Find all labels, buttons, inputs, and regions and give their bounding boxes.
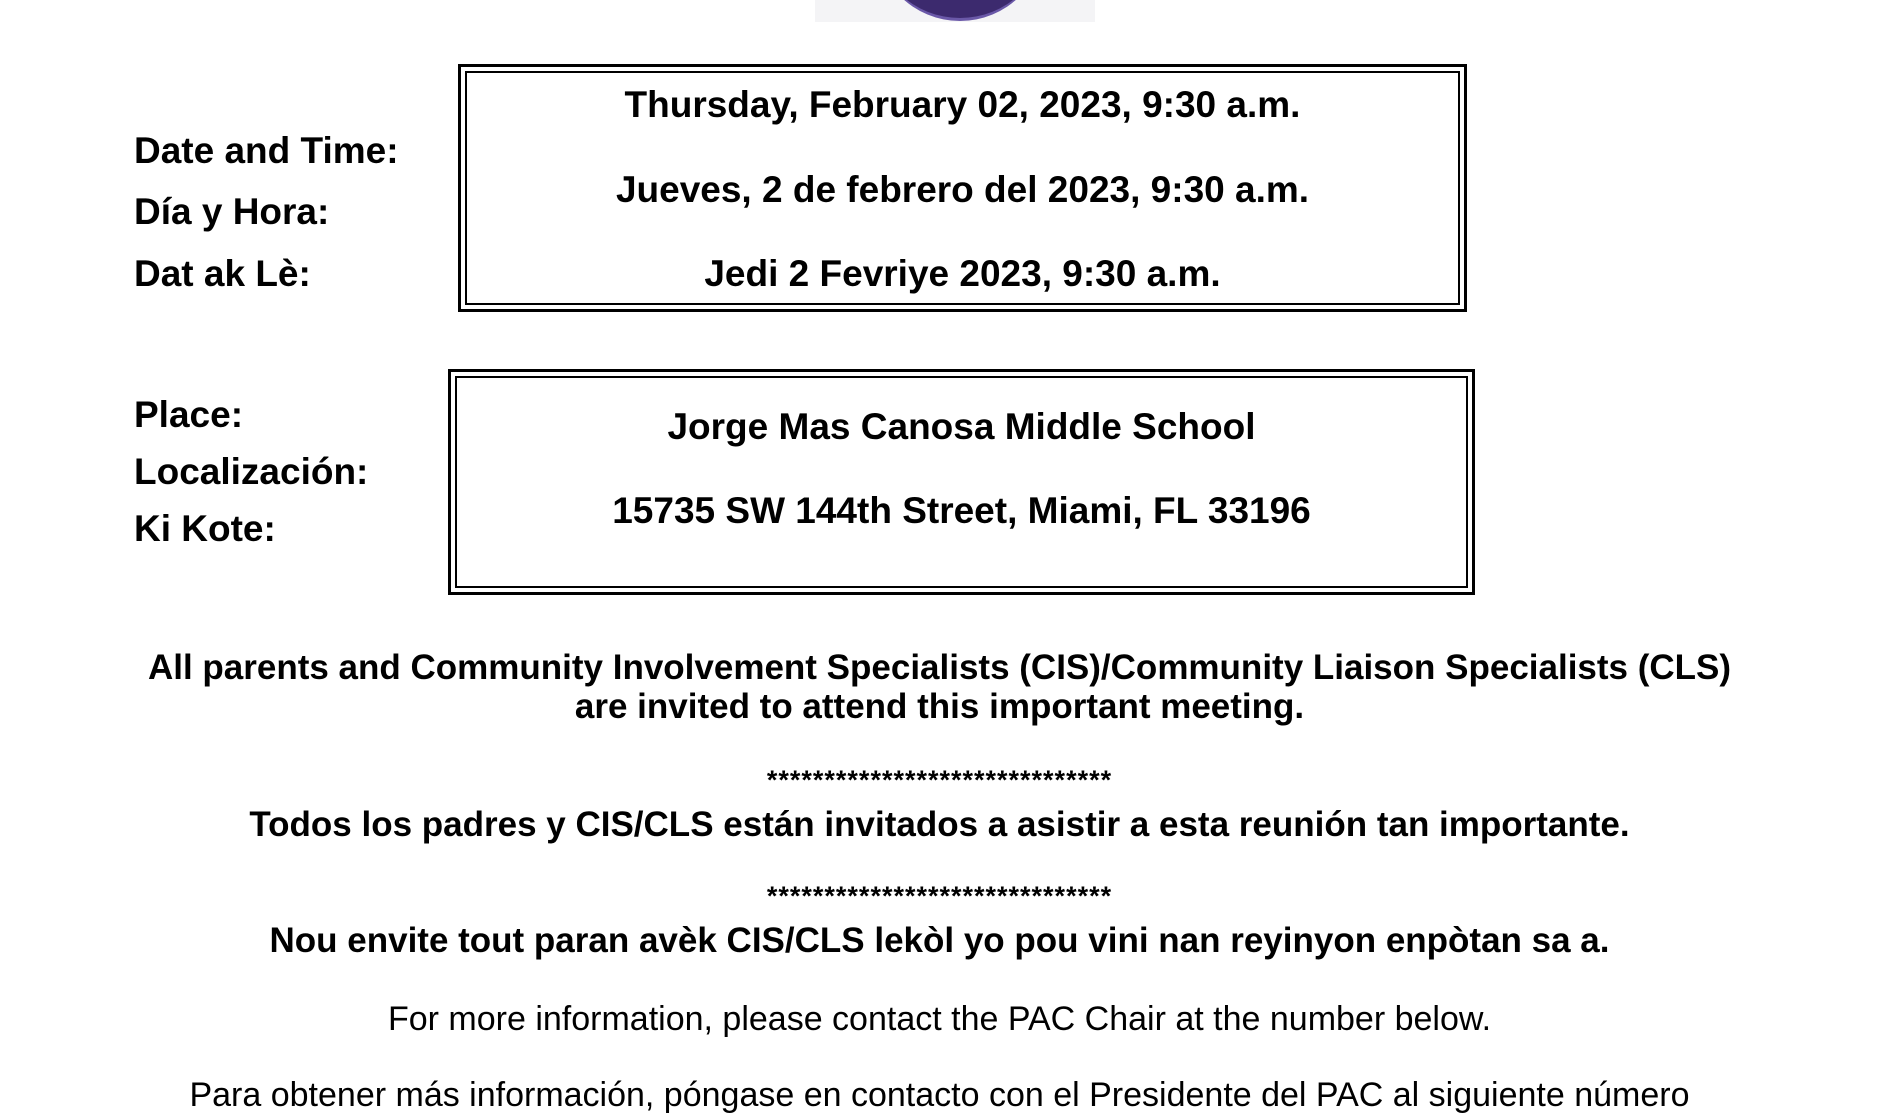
dia-hora-label: Día y Hora:	[134, 191, 330, 232]
contact-english: For more information, please contact the PAC Chair at the number below.	[387, 1000, 1492, 1038]
invitation-english-line1: All parents and Community Involvement Specialists (CIS)/Community Liaison Specialists (CLS)	[147, 648, 1732, 687]
place-box	[448, 369, 1475, 595]
school-address: 15735 SW 144th Street, Miami, FL 33196	[612, 490, 1311, 531]
separator-stars: ******************************	[766, 881, 1113, 911]
ki-kote-label: Ki Kote:	[134, 508, 276, 549]
contact-spanish: Para obtener más información, póngase en contacto con el Presidente del PAC al siguiente número	[189, 1076, 1690, 1114]
school-name: Jorge Mas Canosa Middle School	[667, 406, 1256, 447]
separator-stars: ******************************	[766, 765, 1113, 795]
date-spanish: Jueves, 2 de febrero del 2023, 9:30 a.m.	[615, 169, 1310, 210]
date-english: Thursday, February 02, 2023, 9:30 a.m.	[624, 84, 1301, 125]
date-creole: Jedi 2 Fevriye 2023, 9:30 a.m.	[704, 253, 1221, 294]
localizacion-label: Localización:	[134, 451, 369, 492]
place-label: Place:	[134, 394, 244, 435]
invitation-english-line2: are invited to attend this important meeting.	[574, 687, 1305, 726]
invitation-spanish: Todos los padres y CIS/CLS están invitados a asistir a esta reunión tan importante.	[249, 805, 1630, 844]
dat-ak-le-label: Dat ak Lè:	[134, 253, 311, 294]
date-time-label: Date and Time:	[134, 130, 399, 171]
logo	[815, 0, 1095, 22]
date-time-box	[458, 64, 1467, 312]
logo-seal-icon	[875, 0, 1045, 21]
invitation-creole: Nou envite tout paran avèk CIS/CLS lekòl yo pou vini nan reyinyon enpòtan sa a.	[269, 921, 1610, 960]
